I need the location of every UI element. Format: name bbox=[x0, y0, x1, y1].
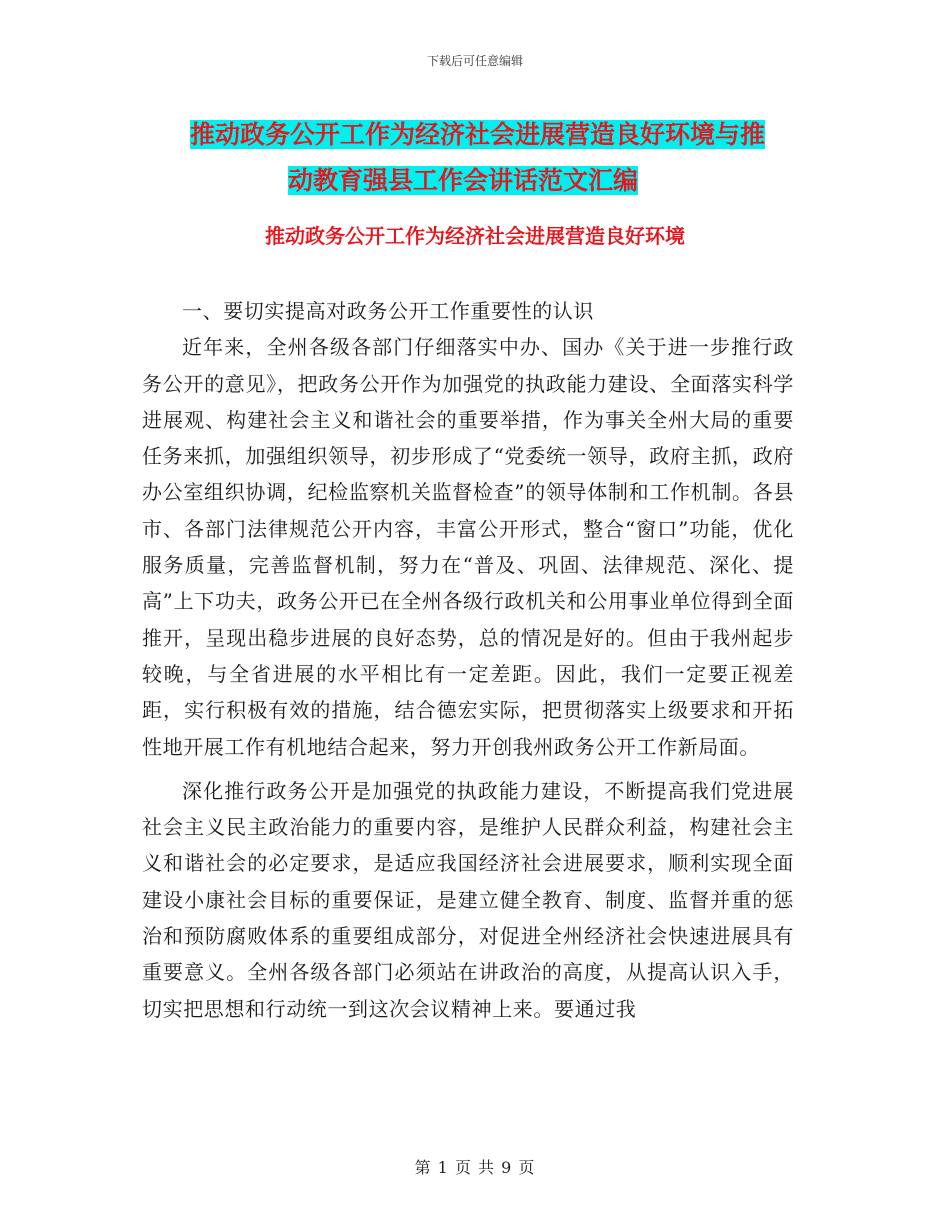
page-number: 第 1 页 共 9 页 bbox=[414, 1158, 536, 1177]
body-paragraph-1: 近年来，全州各级各部门仔细落实中办、国办《关于进一步推行政务公开的意见》，把政务公开作为加强党的执政能力建设、全面落实科学进展观、构建社会主义和谐社会的重要举措，作为事关全州大局的重要任务来抓，加强组织领导，初步形成了“党委统一领导，政府主抓，政府办公室组织协调，纪检监察机关监督检查”的领导体制和工作机制。各县市、各部门法律规范公开内容，丰富公开形式，整合“窗口”功能，优化服务质量，完善监督机制，努力在“普及、巩固、法律规范、深化、提高”上下功夫，政务公开已在全州各级行政机关和公用事业单位得到全面推开，呈现出稳步进展的良好态势，总的情况是好的。但由于我州起步较晚，与全省进展的水平相比有一定差距。因此，我们一定要正视差距，实行积极有效的措施，结合德宏实际，把贯彻落实上级要求和开拓性地开展工作有机地结合起来，努力开创我州政务公开工作新局面。 bbox=[142, 335, 794, 759]
section-title: 推动政务公开工作为经济社会进展营造良好环境 bbox=[265, 224, 685, 248]
body-paragraph-2: 深化推行政务公开是加强党的执政能力建设，不断提高我们党进展社会主义民主政治能力的重要内容，是维护人民群众利益，构建社会主义和谐社会的必定要求，是适应我国经济社会进展要求，顺利实现全面建设小康社会目标的重要保证，是建立健全教育、制度、监督并重的惩治和预防腐败体系的重要组成部分，对促进全州经济社会快速进展具有重要意义。全州各级各部门必须站在讲政治的高度，从提高认识入手，切实把思想和行动统一到这次会议精神上来。要通过我 bbox=[142, 778, 794, 1021]
header-note: 下载后可任意编辑 bbox=[426, 54, 523, 68]
document-title-line2: 动教育强县工作会讲话范文汇编 bbox=[288, 166, 639, 195]
section-heading: 一、要切实提高对政务公开工作重要性的认识 bbox=[182, 299, 594, 323]
document-title-line2-wrap bbox=[288, 158, 638, 204]
document-title bbox=[190, 112, 810, 204]
document-title-line1: 推动政务公开工作为经济社会进展营造良好环境与推 bbox=[190, 120, 766, 149]
document-body bbox=[142, 293, 794, 1027]
